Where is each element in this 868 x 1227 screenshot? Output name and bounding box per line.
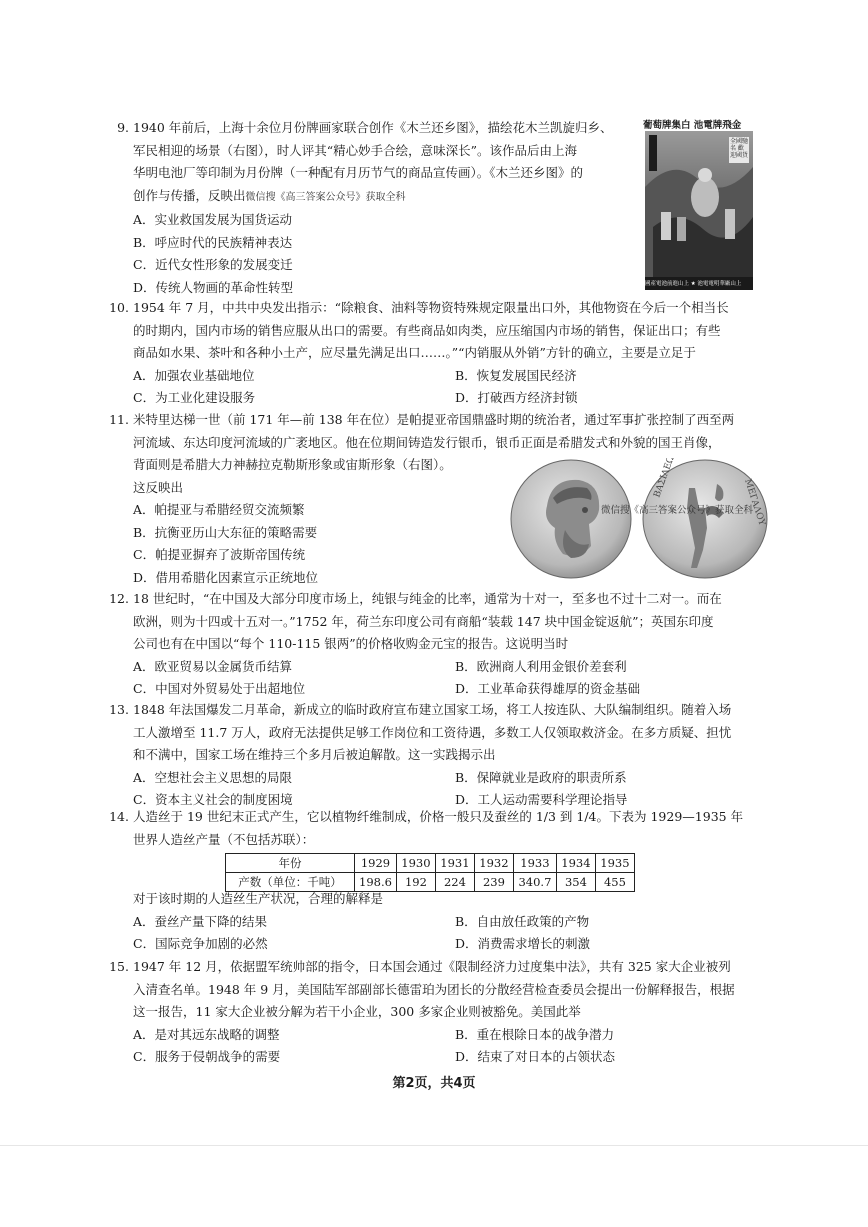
question-number: 13. <box>109 702 129 717</box>
option-b[interactable]: B．欧洲商人利用金银价差套利 <box>455 658 627 674</box>
table-cell-value: 354 <box>556 873 595 892</box>
options-row <box>133 678 722 701</box>
question-text-line: 人造丝于 19 世纪末正式产生，它以植物纤维制成，价格一般只及蚕丝的 1/3 到 1/4。下表为 1929—1935 年 <box>133 809 744 824</box>
question-text-line: 河流域、东达印度河流域的广袤地区。他在位期间铸造发行银币，银币正面是希腊发式和外貌的国王肖像， <box>133 434 721 450</box>
table-header-cell: 年份 <box>226 854 355 873</box>
question-text-line: 这反映出 <box>133 479 184 495</box>
table-cell-year: 1929 <box>355 854 397 873</box>
question-14 <box>109 806 744 851</box>
table-row-label: 产数（单位：千吨） <box>226 873 355 892</box>
table-cell-value: 224 <box>435 873 474 892</box>
option-d[interactable]: D．消费需求增长的刺激 <box>455 936 591 951</box>
watermark-text: 微信搜《高三答案公众号》获取全科 <box>601 505 754 516</box>
question-10 <box>109 297 729 410</box>
option-c[interactable]: C．为工业化建设服务 <box>133 390 256 405</box>
option-d[interactable]: D．结束了对日本的占领状态 <box>455 1049 616 1064</box>
table-cell-year: 1930 <box>396 854 435 873</box>
option-c[interactable]: C．资本主义社会的制度困境 <box>133 792 293 807</box>
question-13 <box>109 699 732 812</box>
options-row <box>133 911 590 934</box>
option-b[interactable]: B．抗衡亚历山大东征的策略需要 <box>133 524 318 540</box>
option-a[interactable]: A．蚕丝产量下降的结果 <box>133 913 268 929</box>
option-d[interactable]: D．工人运动需要科学理论指导 <box>455 792 628 807</box>
question-number: 11. <box>109 412 129 427</box>
option-d[interactable]: D．打破西方经济封锁 <box>455 390 578 405</box>
question-text-line: 入清查名单。1948 年 9 月，美国陆军部副部长德雷珀为团长的分散经营检查委员会提出一份解释报告，根据 <box>133 981 735 997</box>
mulan-poster-image <box>643 117 755 292</box>
question-text-line: 1954 年 7 月，中共中央发出指示：“除粮食、油料等物资特殊规定限量出口外，其他物资在今后一个相当长 <box>133 300 729 315</box>
option-c[interactable]: C．中国对外贸易处于出超地位 <box>133 681 306 696</box>
option-a[interactable]: A．空想社会主义思想的局限 <box>133 769 293 785</box>
question-text-line: 这一报告，11 家大企业被分解为若干小企业，300 多家企业则被豁免。美国此举 <box>133 1004 581 1019</box>
table-cell-year: 1932 <box>474 854 513 873</box>
question-number: 9. <box>117 120 129 135</box>
option-a[interactable]: A．是对其远东战略的调整 <box>133 1026 280 1042</box>
question-text-line: 欧洲，则为十四或十五对一。”1752 年，荷兰东印度公司有商船“装载 147 块中国金锭返航”；英国东印度 <box>133 613 714 629</box>
option-d[interactable]: D．工业革命获得雄厚的资金基础 <box>455 681 641 696</box>
poster-bottom-text: 國產電池前進山上 ★ 池電電明華廠山上 <box>645 281 742 287</box>
table-cell-year: 1931 <box>435 854 474 873</box>
divider <box>0 1145 868 1146</box>
table-cell-value: 192 <box>396 873 435 892</box>
question-text-line: 对于该时期的人造丝生产状况，合理的解释是 <box>133 891 384 906</box>
options-row <box>133 1046 735 1069</box>
options-row <box>133 767 731 790</box>
option-d[interactable]: D．传统人物画的革命性转型 <box>133 279 294 295</box>
options-row <box>133 1024 735 1047</box>
question-text-line: 工人激增至 11.7 万人，政府无法提供足够工作岗位和工资待遇，多数工人仅领取救济金。在多方质疑、担忧 <box>133 724 732 740</box>
options-row <box>133 365 729 388</box>
option-c[interactable]: C．近代女性形象的发展变迁 <box>133 257 293 272</box>
option-c[interactable]: C．国际竞争加剧的必然 <box>133 936 268 951</box>
options-row <box>133 933 591 956</box>
svg-text:ΜΕΓΑΛΟΥ: ΜΕΓΑΛΟΥ <box>742 477 767 527</box>
question-15 <box>109 956 735 1069</box>
rayon-production-table <box>225 853 635 892</box>
question-text-line: 和不满中，国家工场在维持三个多月后被迫解散。这一实践揭示出 <box>133 747 496 762</box>
question-text-line: 的时期内，国内市场的销售应服从出口的需要。有些商品如肉类，应压缩国内市场的销售，保证出口；有些 <box>133 322 721 338</box>
table-cell-value: 239 <box>474 873 513 892</box>
page-number: 第2页，共4页 <box>392 1076 476 1091</box>
table-cell-year: 1935 <box>595 854 634 873</box>
coin-illustration <box>509 458 771 580</box>
question-text-line: 背面则是希腊大力神赫拉克勒斯形象或宙斯形象（右图）。 <box>133 457 452 472</box>
question-text-line: 1940 年前后，上海十余位月份牌画家联合创作《木兰还乡图》，描绘花木兰凯旋归乡、 <box>133 120 613 135</box>
option-a[interactable]: A．实业救国发展为国货运动 <box>133 212 293 227</box>
poster-side-text: 全國馳名 歡迎國貨 <box>730 138 749 159</box>
table-cell-year: 1934 <box>556 854 595 873</box>
option-a[interactable]: A．帕提亚与希腊经贸交流频繁 <box>133 502 305 517</box>
option-b[interactable]: B．保障就业是政府的职责所系 <box>455 769 627 785</box>
question-number: 10. <box>109 300 129 315</box>
watermark-text: 微信搜《高三答案公众号》获取全科 <box>245 191 406 203</box>
question-12 <box>109 588 722 701</box>
question-text-line: 1947 年 12 月，依据盟军统帅部的指令，日本国会通过《限制经济力过度集中法》，共有 325 家大企业被列 <box>133 959 731 974</box>
table-header-row <box>226 854 635 873</box>
option-b[interactable]: B．重在根除日本的战争潜力 <box>455 1026 615 1042</box>
option-a[interactable]: A．欧亚贸易以金属货币结算 <box>133 658 293 674</box>
question-text-line: 世界人造丝产量（不包括苏联）： <box>133 831 315 847</box>
question-text-line: 军民相迎的场景（右图），时人评其“精心妙手合绘，意味深长”。该作品后由上海 <box>133 142 578 158</box>
question-14-continued <box>133 888 591 956</box>
option-d[interactable]: D．借用希腊化因素宣示正统地位 <box>133 569 319 585</box>
option-c[interactable]: C．服务于侵朝战争的需要 <box>133 1049 281 1064</box>
options-row <box>133 656 722 679</box>
question-9 <box>117 117 613 299</box>
question-text-line: 商品如水果、茶叶和各种小土产，应尽量先满足出口……。”“内销服从外销”方针的确立，主要是立足于 <box>133 345 696 360</box>
question-text-line: 1848 年法国爆发二月革命，新成立的临时政府宣布建立国家工场，将工人按连队、大队编制组织。随着入场 <box>133 702 732 717</box>
table-cell-year: 1933 <box>513 854 556 873</box>
poster-top-text: 葡萄牌集白 池電牌飛金 <box>643 120 742 131</box>
option-b[interactable]: B．自由放任政策的产物 <box>455 913 590 929</box>
question-text-line: 18 世纪时，“在中国及大部分印度市场上，纯银与纯金的比率，通常为十对一，至多也不过十二对一。而在 <box>133 591 722 606</box>
question-number: 14. <box>109 809 129 824</box>
question-text-line <box>133 185 613 210</box>
table-cell-value: 198.6 <box>355 873 397 892</box>
question-text-prefix: 创作与传播，反映出 <box>133 187 246 203</box>
svg-text:ΒΑΣΙΛΕΩΣ: ΒΑΣΙΛΕΩΣ <box>652 458 679 500</box>
question-number: 12. <box>109 591 129 606</box>
option-b[interactable]: B．恢复发展国民经济 <box>455 367 577 383</box>
option-c[interactable]: C．帕提亚摒弃了波斯帝国传统 <box>133 547 306 562</box>
table-cell-value: 455 <box>595 873 634 892</box>
question-number: 15. <box>109 959 129 974</box>
option-b[interactable]: B．呼应时代的民族精神表达 <box>133 234 293 250</box>
question-text-line: 公司也有在中国以“每个 110-115 银两”的价格收购金元宝的报告。这说明当时 <box>133 636 569 651</box>
parthian-coin-images <box>509 458 771 580</box>
question-text-line: 华明电池厂等印制为月份牌（一种配有月历节气的商品宣传画）。《木兰还乡图》的 <box>133 165 584 180</box>
table-cell-value: 340.7 <box>513 873 556 892</box>
options-row <box>133 387 729 410</box>
question-text-line: 米特里达梯一世（前 171 年—前 138 年在位）是帕提亚帝国鼎盛时期的统治者，通过军事扩张控制了西至两 <box>133 412 735 427</box>
option-a[interactable]: A．加强农业基础地位 <box>133 367 255 383</box>
